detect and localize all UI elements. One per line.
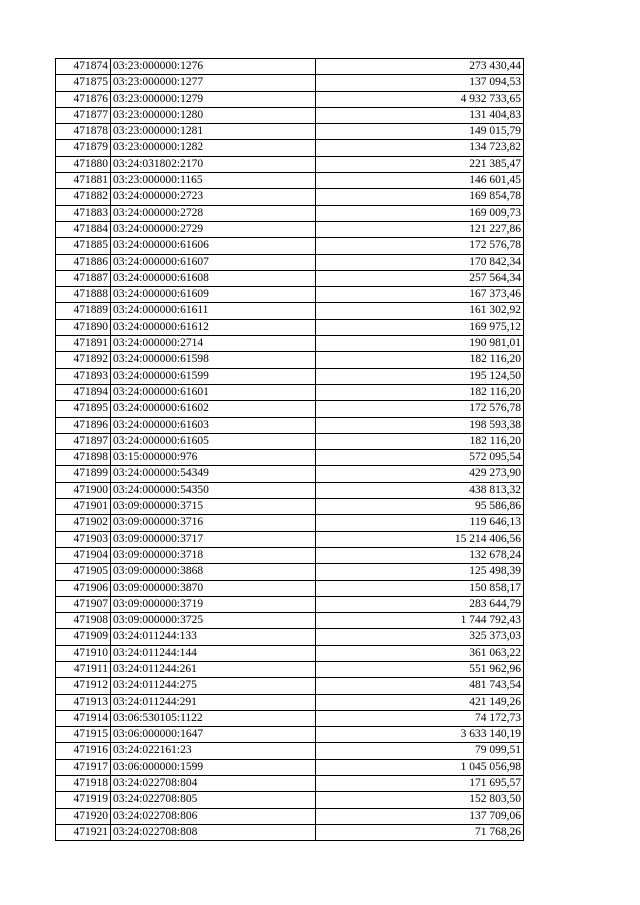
- cadastral-value-cell: 131 404,83: [316, 107, 524, 123]
- row-number-cell: 471884: [56, 221, 111, 237]
- cadastral-number-cell: 03:24:000000:61609: [111, 287, 316, 303]
- cadastral-number-cell: 03:24:000000:2723: [111, 189, 316, 205]
- cadastral-number-cell: 03:09:000000:3716: [111, 515, 316, 531]
- cadastral-value-cell: 137 094,53: [316, 75, 524, 91]
- row-number-cell: 471919: [56, 792, 111, 808]
- cadastral-value-cell: 429 273,90: [316, 466, 524, 482]
- cadastral-value-cell: 95 586,86: [316, 499, 524, 515]
- cadastral-value-cell: 182 116,20: [316, 433, 524, 449]
- table-row: [56, 580, 524, 596]
- cadastral-number-cell: 03:09:000000:3725: [111, 613, 316, 629]
- cadastral-number-cell: 03:24:022708:805: [111, 792, 316, 808]
- table-row: [56, 107, 524, 123]
- cadastral-number-cell: 03:23:000000:1279: [111, 91, 316, 107]
- row-number-cell: 471904: [56, 547, 111, 563]
- cadastral-number-cell: 03:24:000000:61602: [111, 401, 316, 417]
- row-number-cell: 471920: [56, 808, 111, 824]
- table-row: [56, 59, 524, 75]
- row-number-cell: 471883: [56, 205, 111, 221]
- table-body: [56, 59, 524, 841]
- cadastral-number-cell: 03:24:022161:23: [111, 743, 316, 759]
- cadastral-value-cell: 134 723,82: [316, 140, 524, 156]
- cadastral-number-cell: 03:06:000000:1599: [111, 759, 316, 775]
- cadastral-number-cell: 03:24:000000:61612: [111, 319, 316, 335]
- row-number-cell: 471876: [56, 91, 111, 107]
- row-number-cell: 471918: [56, 776, 111, 792]
- table-row: [56, 564, 524, 580]
- table-row: [56, 710, 524, 726]
- cadastral-number-cell: 03:24:022708:804: [111, 776, 316, 792]
- table-row: [56, 401, 524, 417]
- cadastral-value-cell: 149 015,79: [316, 124, 524, 140]
- table-row: [56, 173, 524, 189]
- cadastral-value-cell: 1 744 792,43: [316, 613, 524, 629]
- cadastral-number-cell: 03:23:000000:1280: [111, 107, 316, 123]
- cadastral-value-cell: 132 678,24: [316, 547, 524, 563]
- row-number-cell: 471875: [56, 75, 111, 91]
- cadastral-number-cell: 03:24:000000:61599: [111, 368, 316, 384]
- row-number-cell: 471906: [56, 580, 111, 596]
- cadastral-value-cell: 3 633 140,19: [316, 727, 524, 743]
- table-row: [56, 613, 524, 629]
- table-row: [56, 792, 524, 808]
- cadastral-value-cell: 182 116,20: [316, 352, 524, 368]
- table-row: [56, 808, 524, 824]
- table-row: [56, 336, 524, 352]
- cadastral-value-cell: 4 932 733,65: [316, 91, 524, 107]
- cadastral-value-cell: 421 149,26: [316, 694, 524, 710]
- row-number-cell: 471899: [56, 466, 111, 482]
- cadastral-value-cell: 361 063,22: [316, 645, 524, 661]
- cadastral-number-cell: 03:23:000000:1165: [111, 173, 316, 189]
- cadastral-value-cell: 198 593,38: [316, 417, 524, 433]
- cadastral-value-cell: 172 576,78: [316, 401, 524, 417]
- cadastral-value-cell: 221 385,47: [316, 156, 524, 172]
- cadastral-number-cell: 03:24:011244:144: [111, 645, 316, 661]
- cadastral-number-cell: 03:24:011244:291: [111, 694, 316, 710]
- cadastral-number-cell: 03:23:000000:1277: [111, 75, 316, 91]
- cadastral-number-cell: 03:06:530105:1122: [111, 710, 316, 726]
- cadastral-value-cell: 171 695,57: [316, 776, 524, 792]
- cadastral-value-cell: 172 576,78: [316, 238, 524, 254]
- cadastral-number-cell: 03:23:000000:1281: [111, 124, 316, 140]
- cadastral-value-cell: 190 981,01: [316, 336, 524, 352]
- table-row: [56, 384, 524, 400]
- cadastral-number-cell: 03:09:000000:3715: [111, 499, 316, 515]
- cadastral-value-table: [55, 58, 524, 841]
- row-number-cell: 471890: [56, 319, 111, 335]
- cadastral-value-cell: 137 709,06: [316, 808, 524, 824]
- row-number-cell: 471902: [56, 515, 111, 531]
- row-number-cell: 471916: [56, 743, 111, 759]
- row-number-cell: 471905: [56, 564, 111, 580]
- table-row: [56, 270, 524, 286]
- row-number-cell: 471900: [56, 482, 111, 498]
- row-number-cell: 471921: [56, 824, 111, 840]
- cadastral-number-cell: 03:24:000000:2728: [111, 205, 316, 221]
- cadastral-number-cell: 03:09:000000:3870: [111, 580, 316, 596]
- table-row: [56, 743, 524, 759]
- cadastral-value-cell: 79 099,51: [316, 743, 524, 759]
- cadastral-number-cell: 03:24:000000:61601: [111, 384, 316, 400]
- row-number-cell: 471897: [56, 433, 111, 449]
- cadastral-number-cell: 03:24:022708:808: [111, 824, 316, 840]
- table-row: [56, 450, 524, 466]
- table-row: [56, 531, 524, 547]
- table-row: [56, 303, 524, 319]
- row-number-cell: 471878: [56, 124, 111, 140]
- cadastral-number-cell: 03:09:000000:3868: [111, 564, 316, 580]
- cadastral-number-cell: 03:23:000000:1276: [111, 59, 316, 75]
- table-row: [56, 482, 524, 498]
- table-row: [56, 596, 524, 612]
- cadastral-value-cell: 125 498,39: [316, 564, 524, 580]
- table-row: [56, 629, 524, 645]
- cadastral-number-cell: 03:24:000000:54349: [111, 466, 316, 482]
- cadastral-value-cell: 150 858,17: [316, 580, 524, 596]
- cadastral-value-cell: 283 644,79: [316, 596, 524, 612]
- cadastral-number-cell: 03:24:031802:2170: [111, 156, 316, 172]
- table-row: [56, 238, 524, 254]
- cadastral-number-cell: 03:24:011244:261: [111, 661, 316, 677]
- table-row: [56, 75, 524, 91]
- table-row: [56, 759, 524, 775]
- row-number-cell: 471909: [56, 629, 111, 645]
- table-row: [56, 156, 524, 172]
- cadastral-number-cell: 03:09:000000:3718: [111, 547, 316, 563]
- cadastral-number-cell: 03:24:000000:61606: [111, 238, 316, 254]
- cadastral-value-cell: 481 743,54: [316, 678, 524, 694]
- table-row: [56, 91, 524, 107]
- cadastral-value-cell: 74 172,73: [316, 710, 524, 726]
- cadastral-value-cell: 15 214 406,56: [316, 531, 524, 547]
- table-row: [56, 661, 524, 677]
- cadastral-value-cell: 71 768,26: [316, 824, 524, 840]
- cadastral-number-cell: 03:09:000000:3719: [111, 596, 316, 612]
- cadastral-number-cell: 03:24:000000:2729: [111, 221, 316, 237]
- cadastral-value-cell: 195 124,50: [316, 368, 524, 384]
- cadastral-value-cell: 169 854,78: [316, 189, 524, 205]
- cadastral-number-cell: 03:24:000000:2714: [111, 336, 316, 352]
- cadastral-value-cell: 167 373,46: [316, 287, 524, 303]
- cadastral-value-cell: 257 564,34: [316, 270, 524, 286]
- table-row: [56, 645, 524, 661]
- cadastral-number-cell: 03:24:000000:61607: [111, 254, 316, 270]
- row-number-cell: 471881: [56, 173, 111, 189]
- row-number-cell: 471901: [56, 499, 111, 515]
- row-number-cell: 471887: [56, 270, 111, 286]
- table-row: [56, 205, 524, 221]
- row-number-cell: 471885: [56, 238, 111, 254]
- table-row: [56, 547, 524, 563]
- cadastral-value-cell: 273 430,44: [316, 59, 524, 75]
- row-number-cell: 471903: [56, 531, 111, 547]
- row-number-cell: 471911: [56, 661, 111, 677]
- table-row: [56, 319, 524, 335]
- table-row: [56, 254, 524, 270]
- table-row: [56, 727, 524, 743]
- table-row: [56, 140, 524, 156]
- row-number-cell: 471894: [56, 384, 111, 400]
- cadastral-number-cell: 03:23:000000:1282: [111, 140, 316, 156]
- row-number-cell: 471914: [56, 710, 111, 726]
- row-number-cell: 471874: [56, 59, 111, 75]
- cadastral-value-cell: 146 601,45: [316, 173, 524, 189]
- row-number-cell: 471892: [56, 352, 111, 368]
- cadastral-number-cell: 03:09:000000:3717: [111, 531, 316, 547]
- row-number-cell: 471895: [56, 401, 111, 417]
- row-number-cell: 471879: [56, 140, 111, 156]
- row-number-cell: 471877: [56, 107, 111, 123]
- cadastral-value-cell: 325 373,03: [316, 629, 524, 645]
- table-row: [56, 466, 524, 482]
- row-number-cell: 471882: [56, 189, 111, 205]
- cadastral-value-cell: 170 842,34: [316, 254, 524, 270]
- cadastral-number-cell: 03:24:000000:61608: [111, 270, 316, 286]
- cadastral-number-cell: 03:24:000000:61611: [111, 303, 316, 319]
- table-row: [56, 221, 524, 237]
- cadastral-number-cell: 03:15:000000:976: [111, 450, 316, 466]
- table-row: [56, 417, 524, 433]
- table-row: [56, 287, 524, 303]
- row-number-cell: 471908: [56, 613, 111, 629]
- row-number-cell: 471893: [56, 368, 111, 384]
- table-row: [56, 433, 524, 449]
- cadastral-number-cell: 03:24:000000:61603: [111, 417, 316, 433]
- table-row: [56, 352, 524, 368]
- cadastral-number-cell: 03:24:011244:133: [111, 629, 316, 645]
- cadastral-value-cell: 121 227,86: [316, 221, 524, 237]
- table-row: [56, 189, 524, 205]
- row-number-cell: 471913: [56, 694, 111, 710]
- cadastral-value-cell: 438 813,32: [316, 482, 524, 498]
- cadastral-number-cell: 03:24:011244:275: [111, 678, 316, 694]
- cadastral-number-cell: 03:24:000000:61605: [111, 433, 316, 449]
- cadastral-value-cell: 551 962,96: [316, 661, 524, 677]
- row-number-cell: 471891: [56, 336, 111, 352]
- cadastral-value-cell: 182 116,20: [316, 384, 524, 400]
- cadastral-value-cell: 1 045 056,98: [316, 759, 524, 775]
- cadastral-value-cell: 169 975,12: [316, 319, 524, 335]
- row-number-cell: 471910: [56, 645, 111, 661]
- table-row: [56, 776, 524, 792]
- cadastral-value-cell: 119 646,13: [316, 515, 524, 531]
- table-row: [56, 678, 524, 694]
- cadastral-value-cell: 152 803,50: [316, 792, 524, 808]
- cadastral-number-cell: 03:24:000000:61598: [111, 352, 316, 368]
- table-row: [56, 824, 524, 840]
- cadastral-value-cell: 572 095,54: [316, 450, 524, 466]
- row-number-cell: 471886: [56, 254, 111, 270]
- row-number-cell: 471880: [56, 156, 111, 172]
- table-row: [56, 368, 524, 384]
- row-number-cell: 471917: [56, 759, 111, 775]
- table-row: [56, 499, 524, 515]
- row-number-cell: 471896: [56, 417, 111, 433]
- cadastral-number-cell: 03:24:022708:806: [111, 808, 316, 824]
- row-number-cell: 471889: [56, 303, 111, 319]
- cadastral-value-cell: 161 302,92: [316, 303, 524, 319]
- cadastral-number-cell: 03:06:000000:1647: [111, 727, 316, 743]
- table-row: [56, 124, 524, 140]
- row-number-cell: 471888: [56, 287, 111, 303]
- cadastral-number-cell: 03:24:000000:54350: [111, 482, 316, 498]
- row-number-cell: 471912: [56, 678, 111, 694]
- table-row: [56, 694, 524, 710]
- cadastral-value-cell: 169 009,73: [316, 205, 524, 221]
- row-number-cell: 471907: [56, 596, 111, 612]
- table-row: [56, 515, 524, 531]
- row-number-cell: 471898: [56, 450, 111, 466]
- row-number-cell: 471915: [56, 727, 111, 743]
